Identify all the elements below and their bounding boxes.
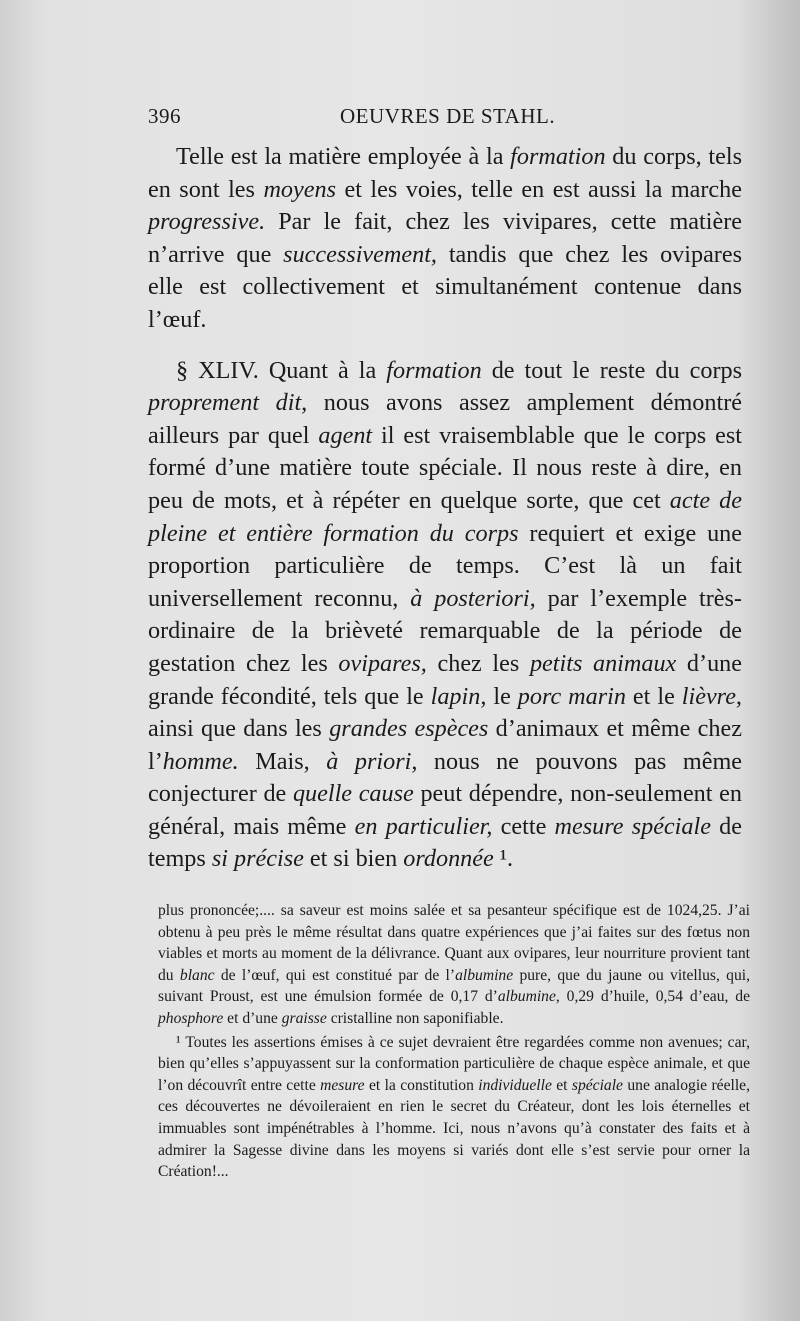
italic-span: en particulier,: [354, 812, 493, 840]
main-text: [148, 141, 742, 876]
page-header: [148, 100, 738, 140]
italic-span: formation: [386, 356, 482, 384]
italic-span: successivement,: [283, 240, 437, 268]
text-span: et le: [625, 682, 682, 710]
italic-span: agent: [318, 421, 373, 449]
paragraph-1: [148, 141, 742, 337]
text-span: cette: [492, 812, 555, 840]
text-span: peut dépendre, non-seulement en général, mais même: [148, 780, 742, 840]
text-span: Par le fait, chez les vivipares, cette matière n’arrive que: [148, 208, 742, 268]
italic-span: petits animaux: [529, 649, 677, 677]
paragraph-section-xliv: [148, 355, 742, 877]
italic-span: progressive.: [148, 208, 266, 236]
footnote-1: [158, 1032, 750, 1183]
text-span: Telle est la matière employée à la: [176, 143, 511, 170]
text-span: nous ne pouvons pas même conjecturer de: [148, 747, 742, 808]
italic-span: graisse: [281, 1009, 327, 1027]
italic-span: grandes espèces: [329, 715, 489, 743]
text-span: plus prononcée;.... sa saveur est moins salée et sa pesanteur spécifique est de 1024,25. J’ai obtenu à peu près le même résultat dans quatre expériences que j’ai faites sur des fœtus non viables et morts au moment de la délivrance. Quant aux ovipares, leur nourriture provient tant du: [158, 902, 750, 984]
text-span: ¹ Toutes les assertions émises à ce sujet devraient être regardées comme non avenues; car, bien qu’elles s’appuyassent sur la conformation particulière de chaque espèce animale, et que l’on découvrît entre cette: [158, 1033, 750, 1094]
text-span: et les voies, telle en est aussi la marche: [335, 175, 742, 203]
text-span: , 0,29 d’huile, 0,54 d’eau, de: [555, 988, 750, 1006]
italic-span: lapin,: [430, 682, 487, 710]
italic-span: si précise: [211, 845, 304, 873]
italic-span: moyens: [263, 175, 336, 203]
italic-span: albumine: [455, 966, 514, 984]
text-span: d’une grande fécondité, tels que le: [148, 649, 743, 710]
italic-span: ovipares,: [338, 649, 427, 677]
footnote-reference: ¹.: [493, 845, 514, 873]
text-span: nous avons assez amplement démontré ailleurs par quel: [148, 389, 742, 449]
italic-span: mesure: [320, 1076, 365, 1094]
italic-span: acte de pleine et entière formation du corps: [148, 486, 742, 547]
text-span: et si bien: [303, 845, 404, 873]
text-span: du corps, tels en sont les: [148, 143, 742, 203]
italic-span: homme.: [162, 747, 239, 775]
text-span: Mais,: [238, 747, 327, 775]
italic-span: proprement dit,: [148, 389, 308, 417]
text-span: et: [551, 1076, 572, 1094]
italic-span: ordonnée: [403, 845, 494, 873]
italic-span: phosphore: [158, 1009, 224, 1027]
text-span: chez les: [426, 649, 530, 677]
italic-span: blanc: [179, 966, 215, 984]
italic-span: à priori,: [326, 747, 418, 775]
text-span: de temps: [148, 812, 742, 873]
italic-span: formation: [510, 143, 606, 170]
italic-span: porc marin: [517, 682, 626, 710]
italic-span: lièvre,: [681, 682, 742, 710]
text-span: pure, que du jaune ou vitellus, qui, suivant Proust, est une émulsion formée de 0,17 d’: [158, 966, 750, 1006]
text-span: par l’exemple très-ordinaire de la brièveté remarquable de la période de gestation chez les: [148, 584, 742, 677]
text-span: et la constitution: [364, 1076, 479, 1094]
italic-span: quelle cause: [292, 780, 414, 808]
text-span: le: [486, 682, 518, 710]
running-title: OEUVRES DE STAHL.: [340, 104, 556, 128]
italic-span: spéciale: [571, 1076, 623, 1094]
footnotes: [158, 900, 750, 1183]
text-span: ainsi que dans les: [148, 715, 330, 743]
text-span: § XLIV. Quant à la: [176, 356, 387, 384]
text-span: il est vraisemblable que le corps est formé d’une matière toute spéciale. Il nous reste à dire, en peu de mots, et à répéter en quelque sorte, que cet: [148, 421, 742, 514]
text-span: tandis que chez les ovipares elle est collectivement et simultanément contenue dans l’œuf.: [148, 240, 743, 333]
text-span: cristalline non saponifiable.: [326, 1009, 504, 1027]
italic-span: à posteriori,: [410, 584, 536, 612]
text-span: de tout le reste du corps: [481, 356, 743, 384]
text-span: une analogie réelle, ces découvertes ne dévoileraient en rien le secret du Créateur, dont les lois éternelles et immuables sont impénétrables à l’homme. Ici, nous n’avons qu’à constater des faits et à admirer la Sagesse divine dans les moyens si variés dont elle s’est servie pour orner la Création!...: [158, 1076, 750, 1181]
italic-span: individuelle: [478, 1076, 552, 1094]
italic-span: albumine: [497, 988, 556, 1006]
text-span: et d’une: [223, 1009, 282, 1027]
footnote-continuation: [158, 900, 750, 1030]
text-span: de l’œuf, qui est constitué par de l’: [214, 966, 456, 984]
page-number: 396: [148, 104, 181, 128]
text-span: d’animaux et même chez l’: [148, 715, 742, 775]
italic-span: mesure spéciale: [554, 812, 711, 840]
text-span: requiert et exige une proportion particulière de temps. C’est là un fait universellement reconnu,: [148, 519, 742, 612]
